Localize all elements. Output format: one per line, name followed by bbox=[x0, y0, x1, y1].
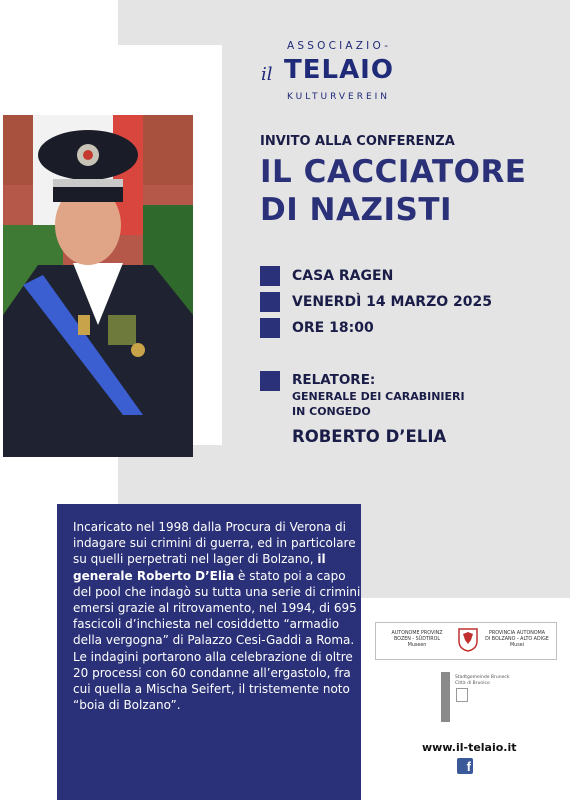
brunico-line1: Stadtgemeinde Bruneck bbox=[455, 675, 510, 680]
sponsor-left-line3: Museen bbox=[407, 643, 427, 648]
speaker-label: RELATORE: bbox=[292, 372, 376, 388]
sponsor-right-text bbox=[484, 631, 550, 649]
provincia-sponsor-logo bbox=[375, 622, 557, 660]
bullet-square-icon bbox=[260, 371, 280, 391]
event-time: ORE 18:00 bbox=[292, 320, 374, 336]
brunico-line2: Città di Brunico bbox=[455, 680, 490, 686]
bullet-square-icon bbox=[260, 318, 280, 338]
speaker-photo bbox=[3, 115, 193, 457]
info-place-row bbox=[260, 266, 393, 286]
event-title bbox=[260, 153, 527, 229]
il-telaio-logo bbox=[258, 40, 418, 106]
speaker-role-line1: GENERALE DEI CARABINIERI bbox=[292, 390, 465, 403]
description-bold: il generale Roberto D’Elia bbox=[73, 552, 326, 583]
logo-il-text: il bbox=[261, 64, 273, 85]
event-place: CASA RAGEN bbox=[292, 268, 394, 284]
bullet-square-icon bbox=[260, 292, 280, 312]
photo-frame bbox=[0, 45, 222, 445]
description-text bbox=[73, 519, 363, 713]
speaker-row bbox=[260, 371, 292, 391]
event-date: VENERDÌ 14 MARZO 2025 bbox=[292, 294, 492, 310]
info-time-row bbox=[260, 318, 374, 338]
sponsor-right-line3: Musei bbox=[510, 643, 524, 648]
sponsor-left-line2: BOZEN - SÜDTIROL bbox=[393, 637, 441, 642]
brunico-crest-icon bbox=[456, 688, 468, 702]
sponsor-left-text bbox=[384, 631, 450, 649]
event-kicker: INVITO ALLA CONFERENZA bbox=[260, 134, 455, 149]
logo-telaio-text: TELAIO bbox=[284, 55, 394, 85]
description-part1: Incaricato nel 1998 dalla Procura di Verona di indagare sui crimini di guerra, ed in particolare su quelli perpetrati nel lager di Bolzano, bbox=[73, 520, 356, 567]
description-part2: è stato poi a capo del pool che indagò su tutta una serie di crimini emersi grazie al ritrovamento, nel 1994, di 695 fascicoli d’inchiesta nel cosiddetto “armadio della vergogna” di Palazzo Cesi-Gaddi a Roma. Le indagini portarono alla celebrazione di oltre 20 processi con 60 condanne all’ergastolo, fra cui quella a Mischa Seifert, il tristemente noto “boia di Bolzano”. bbox=[73, 568, 361, 713]
speaker-role-line2: IN CONGEDO bbox=[292, 405, 371, 418]
logo-kulturverein-text: KULTURVEREIN bbox=[287, 92, 391, 102]
sponsor-right-line2: DI BOLZANO - ALTO ADIGE bbox=[485, 637, 549, 642]
info-date-row bbox=[260, 292, 492, 312]
sponsor-left-line1: AUTONOME PROVINZ bbox=[391, 631, 443, 636]
speaker-name: ROBERTO D’ELIA bbox=[292, 427, 447, 446]
speaker-role bbox=[292, 389, 465, 419]
eagle-shield-icon bbox=[458, 628, 478, 652]
facebook-icon[interactable]: f bbox=[457, 758, 473, 774]
event-title-line1: IL CACCIATORE bbox=[260, 154, 527, 190]
sponsor-right-line1: PROVINCIA AUTONOMA bbox=[488, 631, 546, 636]
brunico-sponsor-bar bbox=[441, 672, 450, 722]
website-link[interactable]: www.il-telaio.it bbox=[422, 741, 517, 754]
logo-associazione-text: ASSOCIAZIO- bbox=[287, 40, 392, 52]
brunico-sponsor-text bbox=[455, 675, 509, 686]
event-title-line2: DI NAZISTI bbox=[260, 192, 453, 228]
bullet-square-icon bbox=[260, 266, 280, 286]
